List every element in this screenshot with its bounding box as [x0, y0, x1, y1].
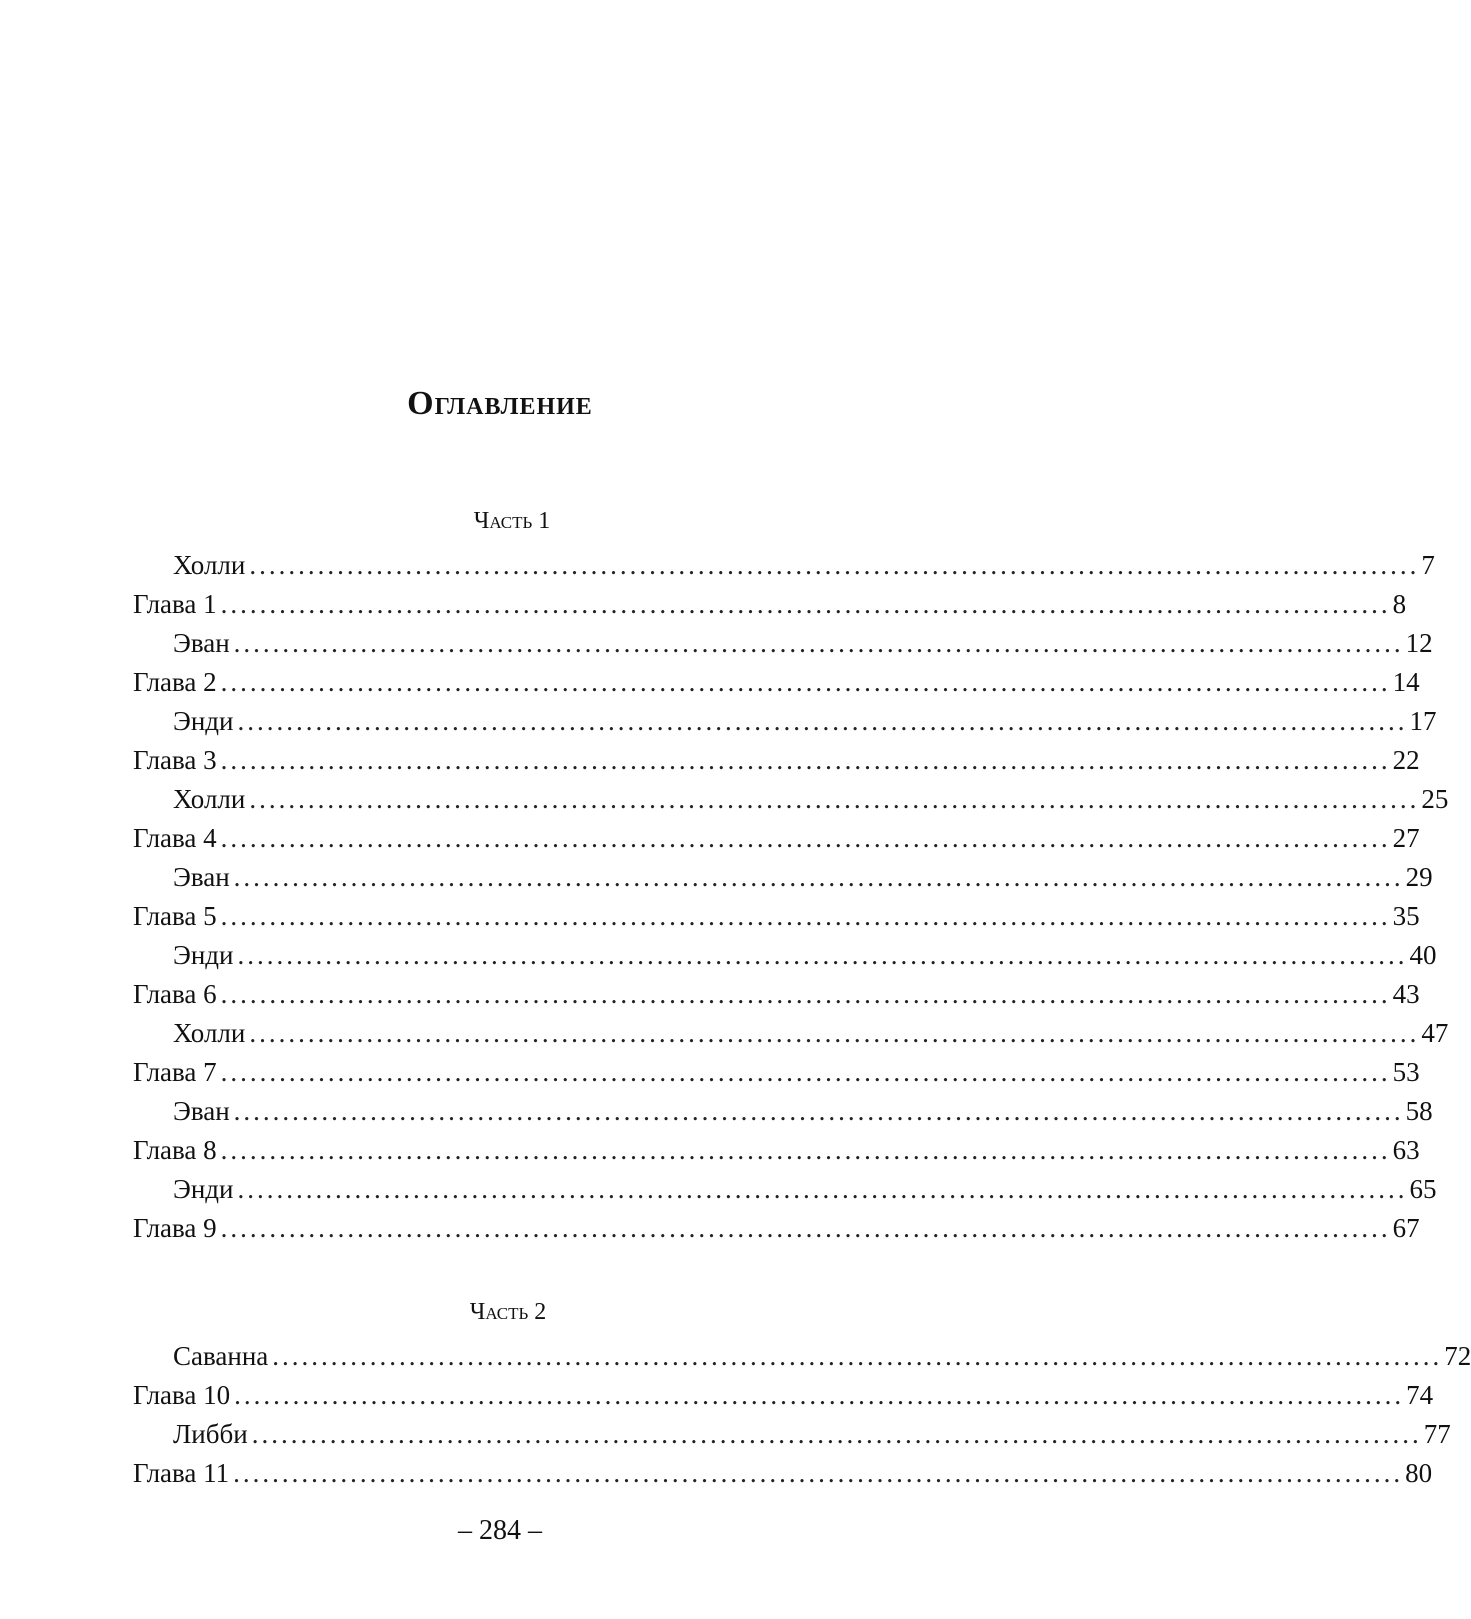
dot-leader: ........................................................................................................................: [220, 979, 1391, 1009]
toc-entry-label: Глава 3: [133, 745, 217, 775]
toc-entry-page: 65: [1409, 1174, 1437, 1204]
dot-leader: ........................................................................................................................: [249, 550, 1420, 580]
dot-leader: ........................................................................................................................: [220, 589, 1391, 619]
toc-entry-page: 27: [1392, 823, 1420, 853]
dot-leader: ........................................................................................................................: [234, 1380, 1405, 1410]
toc-list-part-2: [133, 1337, 1471, 1493]
toc-entry-page: 35: [1392, 901, 1420, 931]
toc-entry: [133, 1092, 1433, 1131]
toc-entry-label: Глава 10: [133, 1380, 231, 1410]
dot-leader: ........................................................................................................................: [220, 901, 1391, 931]
toc-entry-label: Глава 7: [133, 1057, 217, 1087]
dot-leader: ........................................................................................................................: [233, 1458, 1404, 1488]
toc-entry: [133, 624, 1433, 663]
toc-entry-page: 43: [1392, 979, 1420, 1009]
toc-entry: [133, 819, 1420, 858]
toc-entry-label: Холли: [173, 1018, 246, 1048]
toc-entry-page: 53: [1392, 1057, 1420, 1087]
toc-entry-page: 74: [1406, 1380, 1434, 1410]
toc-entry-page: 12: [1405, 628, 1433, 658]
toc-entry-page: 47: [1421, 1018, 1449, 1048]
toc-entry: [133, 702, 1437, 741]
toc-entry: [133, 1053, 1420, 1092]
toc-entry-label: Эван: [173, 862, 230, 892]
dot-leader: ........................................................................................................................: [249, 1018, 1420, 1048]
toc-entry-label: Глава 11: [133, 1458, 230, 1488]
dot-leader: ........................................................................................................................: [220, 1135, 1391, 1165]
toc-entry-page: 22: [1392, 745, 1420, 775]
toc-entry: [133, 897, 1420, 936]
toc-entry-label: Глава 5: [133, 901, 217, 931]
toc-entry-label: Эван: [173, 1096, 230, 1126]
toc-entry: [133, 1415, 1451, 1454]
dot-leader: ........................................................................................................................: [249, 784, 1420, 814]
toc-entry-label: Энди: [173, 940, 234, 970]
toc-entry-page: 29: [1405, 862, 1433, 892]
toc-entry: [133, 1170, 1437, 1209]
toc-entry-page: 72: [1444, 1341, 1471, 1371]
dot-leader: ........................................................................................................................: [233, 1096, 1404, 1126]
toc-entry-label: Саванна: [173, 1341, 269, 1371]
dot-leader: ........................................................................................................................: [220, 745, 1391, 775]
toc-entry-page: 17: [1409, 706, 1437, 736]
toc-entry-label: Глава 9: [133, 1213, 217, 1243]
toc-entry-page: 14: [1392, 667, 1420, 697]
toc-entry: [133, 975, 1420, 1014]
dot-leader: ........................................................................................................................: [272, 1341, 1443, 1371]
toc-entry-label: Глава 2: [133, 667, 217, 697]
toc-entry-page: 67: [1392, 1213, 1420, 1243]
toc-entry: [133, 741, 1420, 780]
toc-entry-label: Глава 8: [133, 1135, 217, 1165]
toc-entry-page: 77: [1423, 1419, 1451, 1449]
toc-entry-page: 58: [1405, 1096, 1433, 1126]
toc-entry-label: Энди: [173, 706, 234, 736]
toc-entry: [133, 585, 1407, 624]
toc-list-part-1: [133, 546, 1449, 1248]
dot-leader: ........................................................................................................................: [220, 667, 1391, 697]
dot-leader: ........................................................................................................................: [237, 940, 1408, 970]
toc-title: Оглавление: [407, 385, 593, 422]
dot-leader: ........................................................................................................................: [237, 1174, 1408, 1204]
toc-entry-label: Глава 6: [133, 979, 217, 1009]
dot-leader: ........................................................................................................................: [251, 1419, 1422, 1449]
toc-entry-page: 7: [1421, 550, 1435, 580]
page-number: – 284 –: [458, 1515, 542, 1546]
toc-entry-page: 40: [1409, 940, 1437, 970]
dot-leader: ........................................................................................................................: [237, 706, 1408, 736]
part-1-heading: Часть 1: [473, 508, 551, 534]
part-2-heading: Часть 2: [469, 1299, 547, 1325]
toc-entry: [133, 936, 1437, 975]
dot-leader: ........................................................................................................................: [220, 823, 1391, 853]
toc-entry: [133, 1014, 1449, 1053]
toc-entry: [133, 1131, 1420, 1170]
toc-entry: [133, 1337, 1471, 1376]
toc-entry: [133, 663, 1420, 702]
toc-entry: [133, 780, 1449, 819]
toc-entry-page: 25: [1421, 784, 1449, 814]
toc-entry-label: Либби: [173, 1419, 248, 1449]
dot-leader: ........................................................................................................................: [233, 862, 1404, 892]
toc-entry: [133, 858, 1433, 897]
toc-entry-page: 63: [1392, 1135, 1420, 1165]
toc-entry-page: 8: [1392, 589, 1407, 619]
toc-entry: [133, 546, 1435, 585]
toc-entry-label: Холли: [173, 550, 246, 580]
toc-entry-label: Эван: [173, 628, 230, 658]
toc-entry-label: Глава 4: [133, 823, 217, 853]
toc-entry-page: 80: [1405, 1458, 1433, 1488]
toc-entry: [133, 1209, 1420, 1248]
dot-leader: ........................................................................................................................: [220, 1057, 1391, 1087]
toc-entry: [133, 1454, 1433, 1493]
toc-entry-label: Энди: [173, 1174, 234, 1204]
dot-leader: ........................................................................................................................: [233, 628, 1404, 658]
toc-entry-label: Холли: [173, 784, 246, 814]
toc-entry: [133, 1376, 1434, 1415]
toc-entry-label: Глава 1: [133, 589, 217, 619]
dot-leader: ........................................................................................................................: [220, 1213, 1391, 1243]
